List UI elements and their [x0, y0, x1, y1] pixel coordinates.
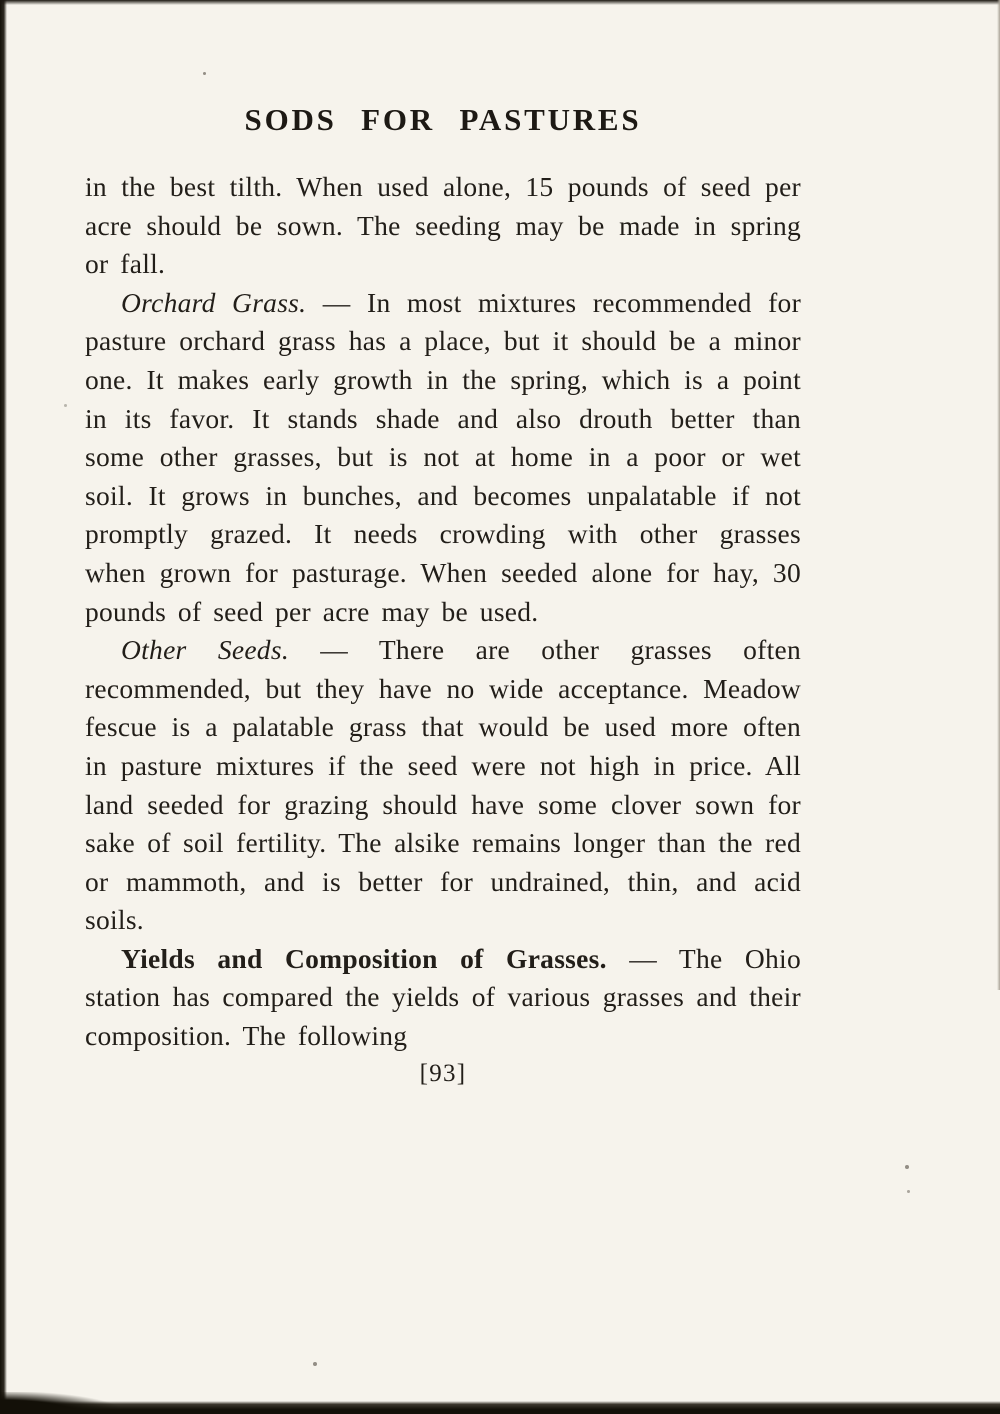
paragraph — [85, 631, 801, 940]
paragraph-lead: Orchard Grass. — [121, 286, 307, 318]
paragraph — [85, 284, 801, 631]
scan-speck — [64, 404, 67, 407]
scan-edge-corner-blob — [0, 1392, 120, 1414]
paragraph-lead: Yields and Composition of Grasses. — [121, 942, 607, 974]
paragraph-text: — The Ohio station has compared the yields of various grasses and their composition. The following — [85, 942, 801, 1052]
scan-edge-left — [0, 0, 7, 1414]
paragraph-text: — In most mixtures recommended for pasture orchard grass has a place, but it should be a minor one. It makes early growth in the spring, which is a point in its favor. It stands shade and also drouth better than some other grasses, but is not at home in a poor or wet soil. It grows in bunches, and becomes unpalatable if not promptly grazed. It needs crowding with other grasses when grown for pasturage. When seeded alone for hay, 30 pounds of seed per acre may be used. — [85, 286, 802, 627]
scan-speck — [907, 1190, 910, 1193]
scan-speck — [313, 1362, 317, 1366]
scan-edge-bottom — [0, 1401, 1000, 1414]
paragraph-text: in the best tilth. When used alone, 15 pounds of seed per acre should be sown. The seeding may be made in spring or fall. — [85, 171, 801, 280]
scan-speck — [905, 1165, 909, 1169]
paragraph — [85, 168, 801, 284]
paragraph — [85, 940, 801, 1056]
page-number: [93] — [419, 1059, 467, 1087]
paragraph-lead: Other Seeds. — [121, 634, 289, 666]
paragraph-text: — There are other grasses often recommended, but they have no wide acceptance. Meadow fescue is a palatable grass that would be used more often in pasture mixtures if the seed were not high in price. All land seeded for grazing should have some clover sown for sake of soil fertility. The alsike remains longer than the red or mammoth, and is better for undrained, thin, and acid soils. — [85, 634, 801, 936]
page-content — [85, 0, 801, 1088]
page-title: SODS FOR PASTURES — [244, 102, 642, 137]
